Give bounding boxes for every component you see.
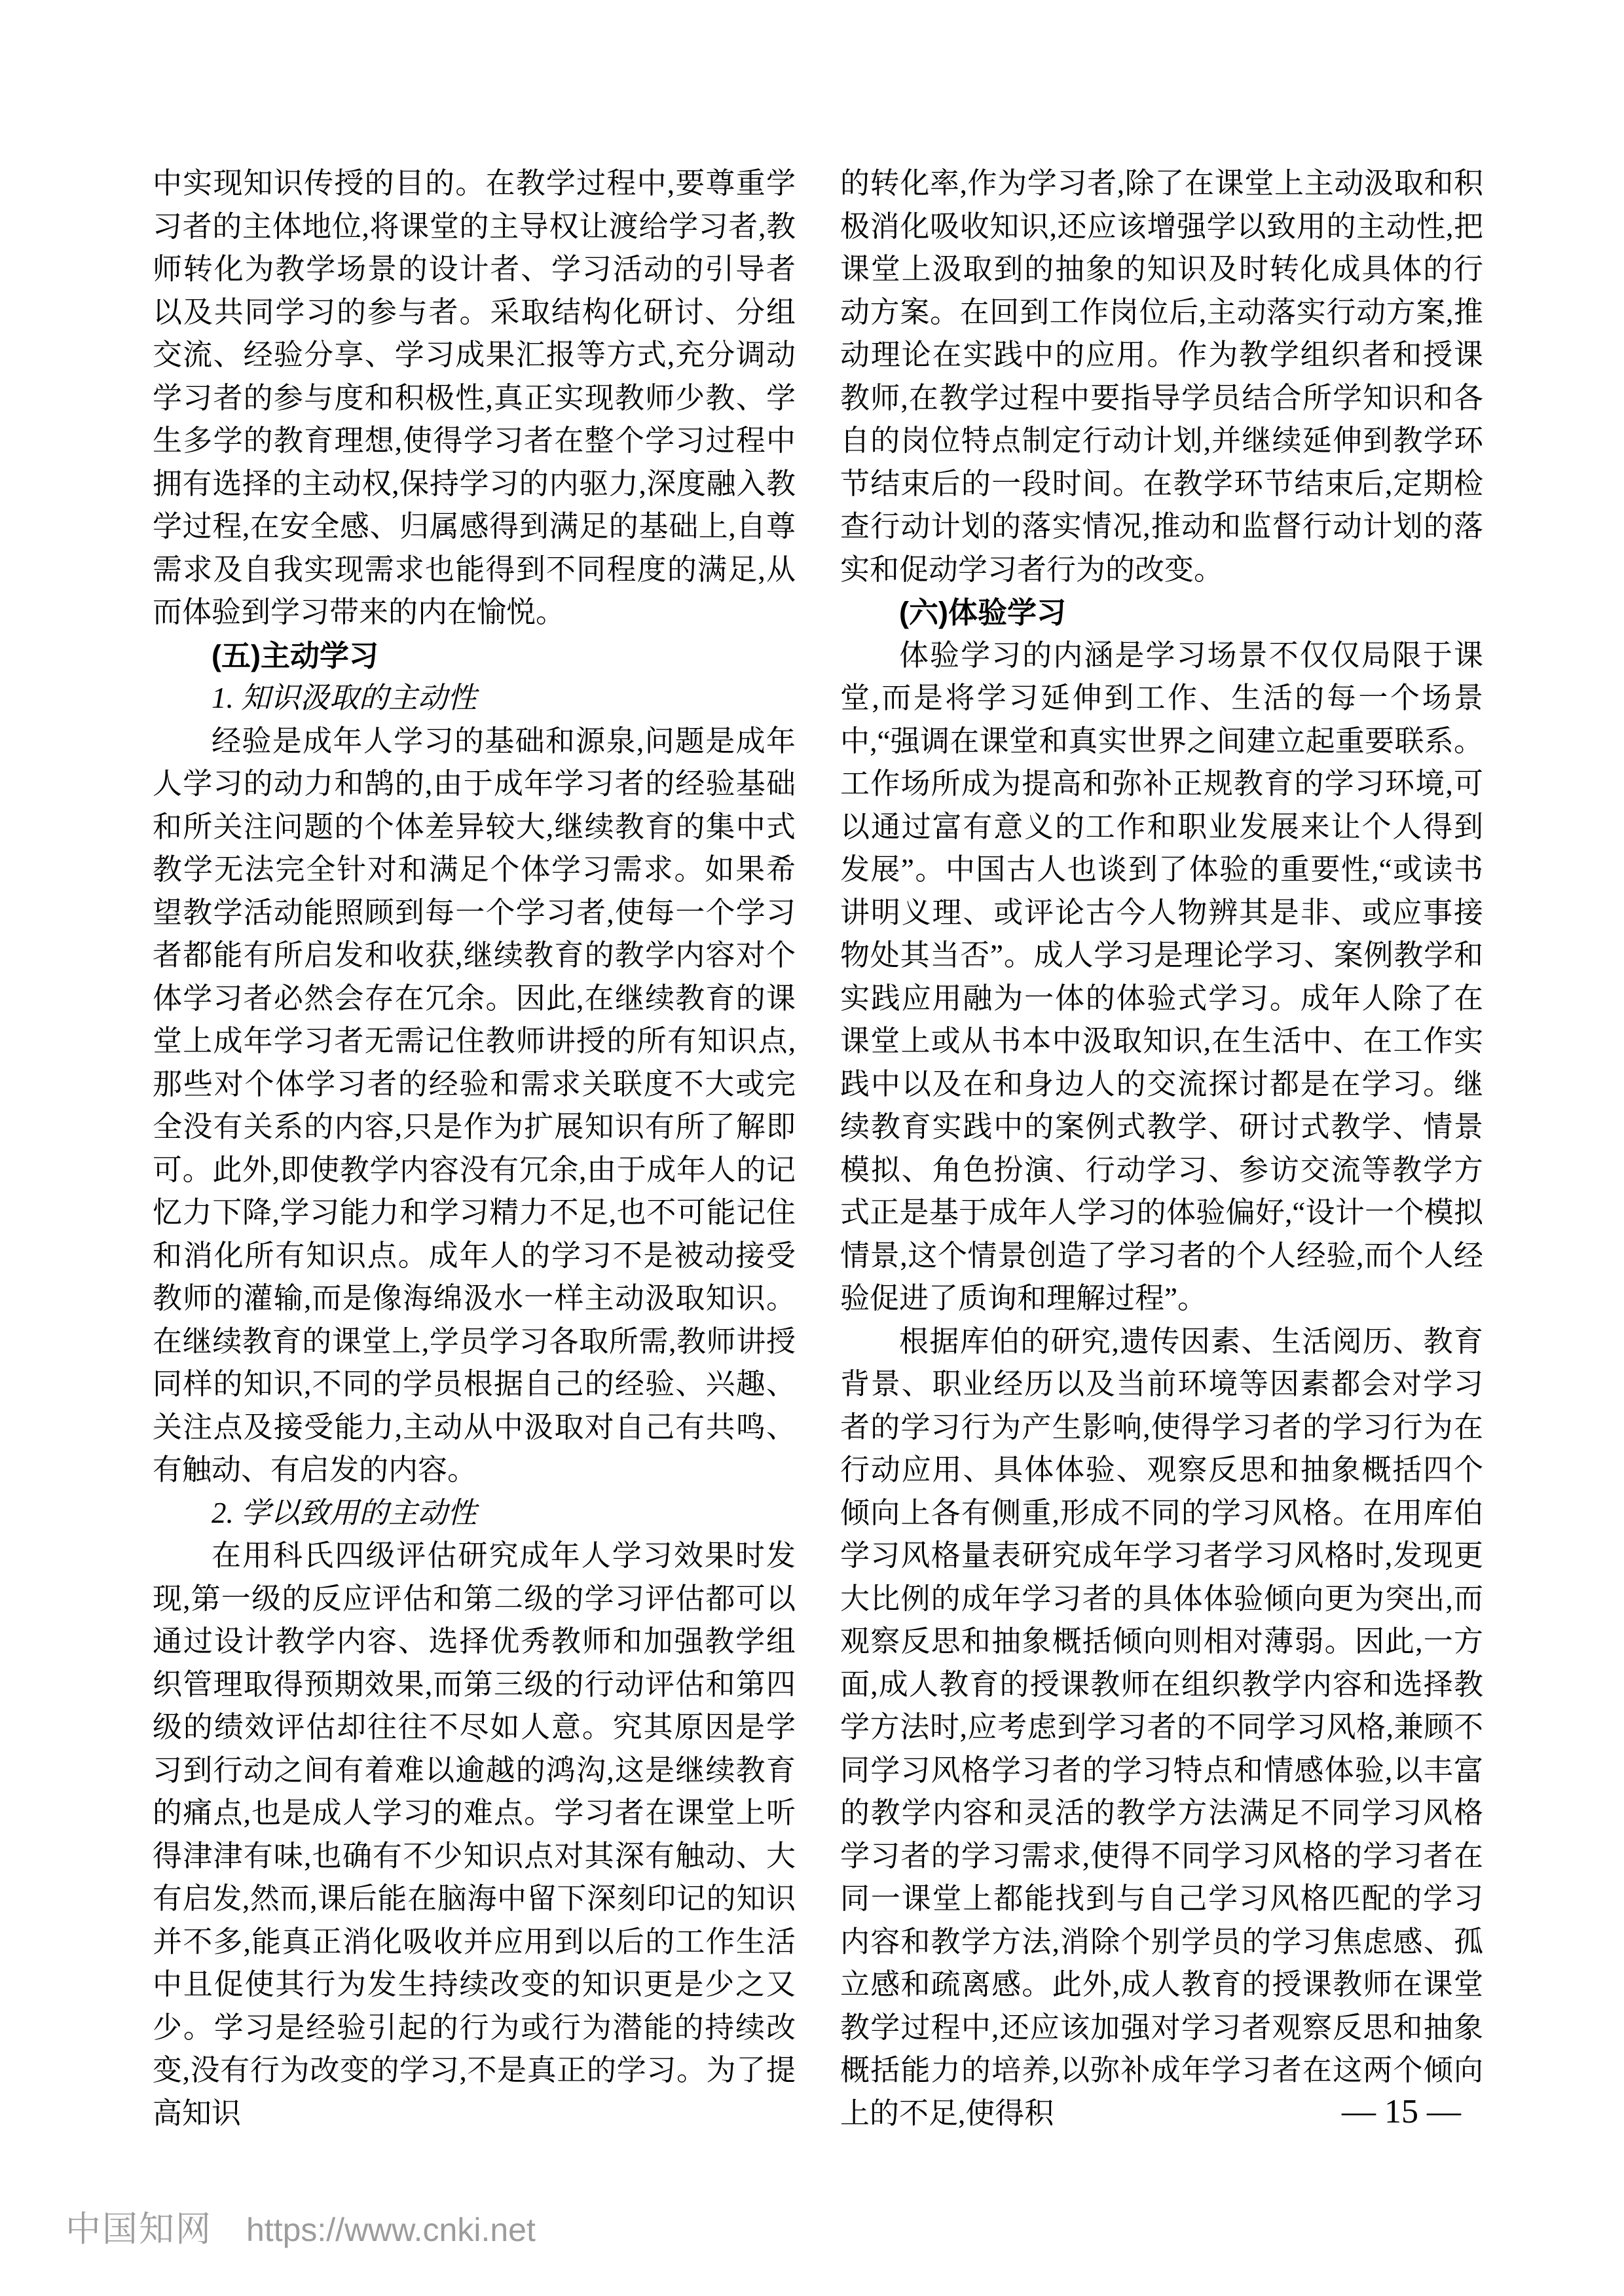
body-paragraph: 中实现知识传授的目的。在教学过程中,要尊重学习者的主体地位,将课堂的主导权让渡给学习者,教师转化为教学场景的设计者、学习活动的引导者以及共同学习的参与者。采取结构化研讨、分组交流、经验分享、学习成果汇报等方式,充分调动学习者的参与度和积极性,真正实现教师少教、学生多学的教育理想,使得学习者在整个学习过程中拥有选择的主动权,保持学习的内驱力,深度融入教学过程,在安全感、归属感得到满足的基础上,自尊需求及自我实现需求也能得到不同程度的满足,从而体验到学习带来的内在愉悦。	[153, 167, 796, 629]
cnki-watermark	[65, 2201, 536, 2251]
text-column-right	[840, 162, 1483, 2135]
section-heading: (六)体验学习	[899, 596, 1066, 629]
section-heading: (五)主动学习	[212, 638, 378, 672]
body-paragraph: 在用科氏四级评估研究成年人学习效果时发现,第一级的反应评估和第二级的学习评估都可以通过设计教学内容、选择优秀教师和加强教学组织管理取得预期效果,而第三级的行动评估和第四级的绩效评估却往往不尽如人意。究其原因是学习到行动之间有着难以逾越的鸿沟,这是继续教育的痛点,也是成人学习的难点。学习者在课堂上听得津津有味,也确有不少知识点对其深有触动、大有启发,然而,课后能在脑海中留下深刻印记的知识并不多,能真正消化吸收并应用到以后的工作生活中且促使其行为发生持续改变的知识更是少之又少。学习是经验引起的行为或行为潜能的持续改变,没有行为改变的学习,不是真正的学习。为了提高知识	[153, 1539, 796, 2130]
page-number: — 15 —	[1342, 2093, 1461, 2130]
cnki-url: https://www.cnki.net	[246, 2212, 536, 2248]
body-paragraph: 体验学习的内涵是学习场景不仅仅局限于课堂,而是将学习延伸到工作、生活的每一个场景中,“强调在课堂和真实世界之间建立起重要联系。工作场所成为提高和弥补正规教育的学习环境,可以通过富有意义的工作和职业发展来让个人得到发展”。中国古人也谈到了体验的重要性,“或读书讲明义理、或评论古今人物辨其是非、或应事接物处其当否”。成人学习是理论学习、案例教学和实践应用融为一体的体验式学习。成年人除了在课堂上或从书本中汲取知识,在生活中、在工作实践中以及在和身边人的交流探讨都是在学习。继续教育实践中的案例式教学、研讨式教学、情景模拟、角色扮演、行动学习、参访交流等教学方式正是基于成年人学习的体验偏好,“设计一个模拟情景,这个情景创造了学习者的个人经验,而个人经验促进了质询和理解过程”。	[840, 638, 1483, 1315]
cnki-site-name: 中国知网	[65, 2210, 212, 2249]
text-column-left	[153, 162, 796, 2135]
sub-heading: 2. 学以致用的主动性	[212, 1496, 477, 1529]
body-paragraph: 的转化率,作为学习者,除了在课堂上主动汲取和积极消化吸收知识,还应该增强学以致用的主动性,把课堂上汲取到的抽象的知识及时转化成具体的行动方案。在回到工作岗位后,主动落实行动方案,推动理论在实践中的应用。作为教学组织者和授课教师,在教学过程中要指导学员结合所学知识和各自的岗位特点制定行动计划,并继续延伸到教学环节结束后的一段时间。在教学环节结束后,定期检查行动计划的落实情况,推动和监督行动计划的落实和促动学习者行为的改变。	[840, 167, 1483, 586]
sub-heading: 1. 知识汲取的主动性	[212, 682, 477, 714]
body-paragraph: 根据库伯的研究,遗传因素、生活阅历、教育背景、职业经历以及当前环境等因素都会对学习者的学习行为产生影响,使得学习者的学习行为在行动应用、具体体验、观察反思和抽象概括四个倾向上各有侧重,形成不同的学习风格。在用库伯学习风格量表研究成年学习者学习风格时,发现更大比例的成年学习者的具体体验倾向更为突出,而观察反思和抽象概括倾向则相对薄弱。因此,一方面,成人教育的授课教师在组织教学内容和选择教学方法时,应考虑到学习者的不同学习风格,兼顾不同学习风格学习者的学习特点和情感体验,以丰富的教学内容和灵活的教学方法满足不同学习风格学习者的学习需求,使得不同学习风格的学习者在同一课堂上都能找到与自己学习风格匹配的学习内容和教学方法,消除个别学员的学习焦虑感、孤立感和疏离感。此外,成人教育的授课教师在课堂教学过程中,还应该加强对学习者观察反思和抽象概括能力的培养,以弥补成年学习者在这两个倾向上的不足,使得积	[840, 1324, 1483, 2130]
body-paragraph: 经验是成年人学习的基础和源泉,问题是成年人学习的动力和鹄的,由于成年学习者的经验基础和所关注问题的个体差异较大,继续教育的集中式教学无法完全针对和满足个体学习需求。如果希望教学活动能照顾到每一个学习者,使每一个学习者都能有所启发和收获,继续教育的教学内容对个体学习者必然会存在冗余。因此,在继续教育的课堂上成年学习者无需记住教师讲授的所有知识点,那些对个体学习者的经验和需求关联度不大或完全没有关系的内容,只是作为扩展知识有所了解即可。此外,即使教学内容没有冗余,由于成年人的记忆力下降,学习能力和学习精力不足,也不可能记住和消化所有知识点。成年人的学习不是被动接受教师的灌输,而是像海绵汲水一样主动汲取知识。在继续教育的课堂上,学员学习各取所需,教师讲授同样的知识,不同的学员根据自己的经验、兴趣、关注点及接受能力,主动从中汲取对自己有共鸣、有触动、有启发的内容。	[153, 724, 796, 1486]
